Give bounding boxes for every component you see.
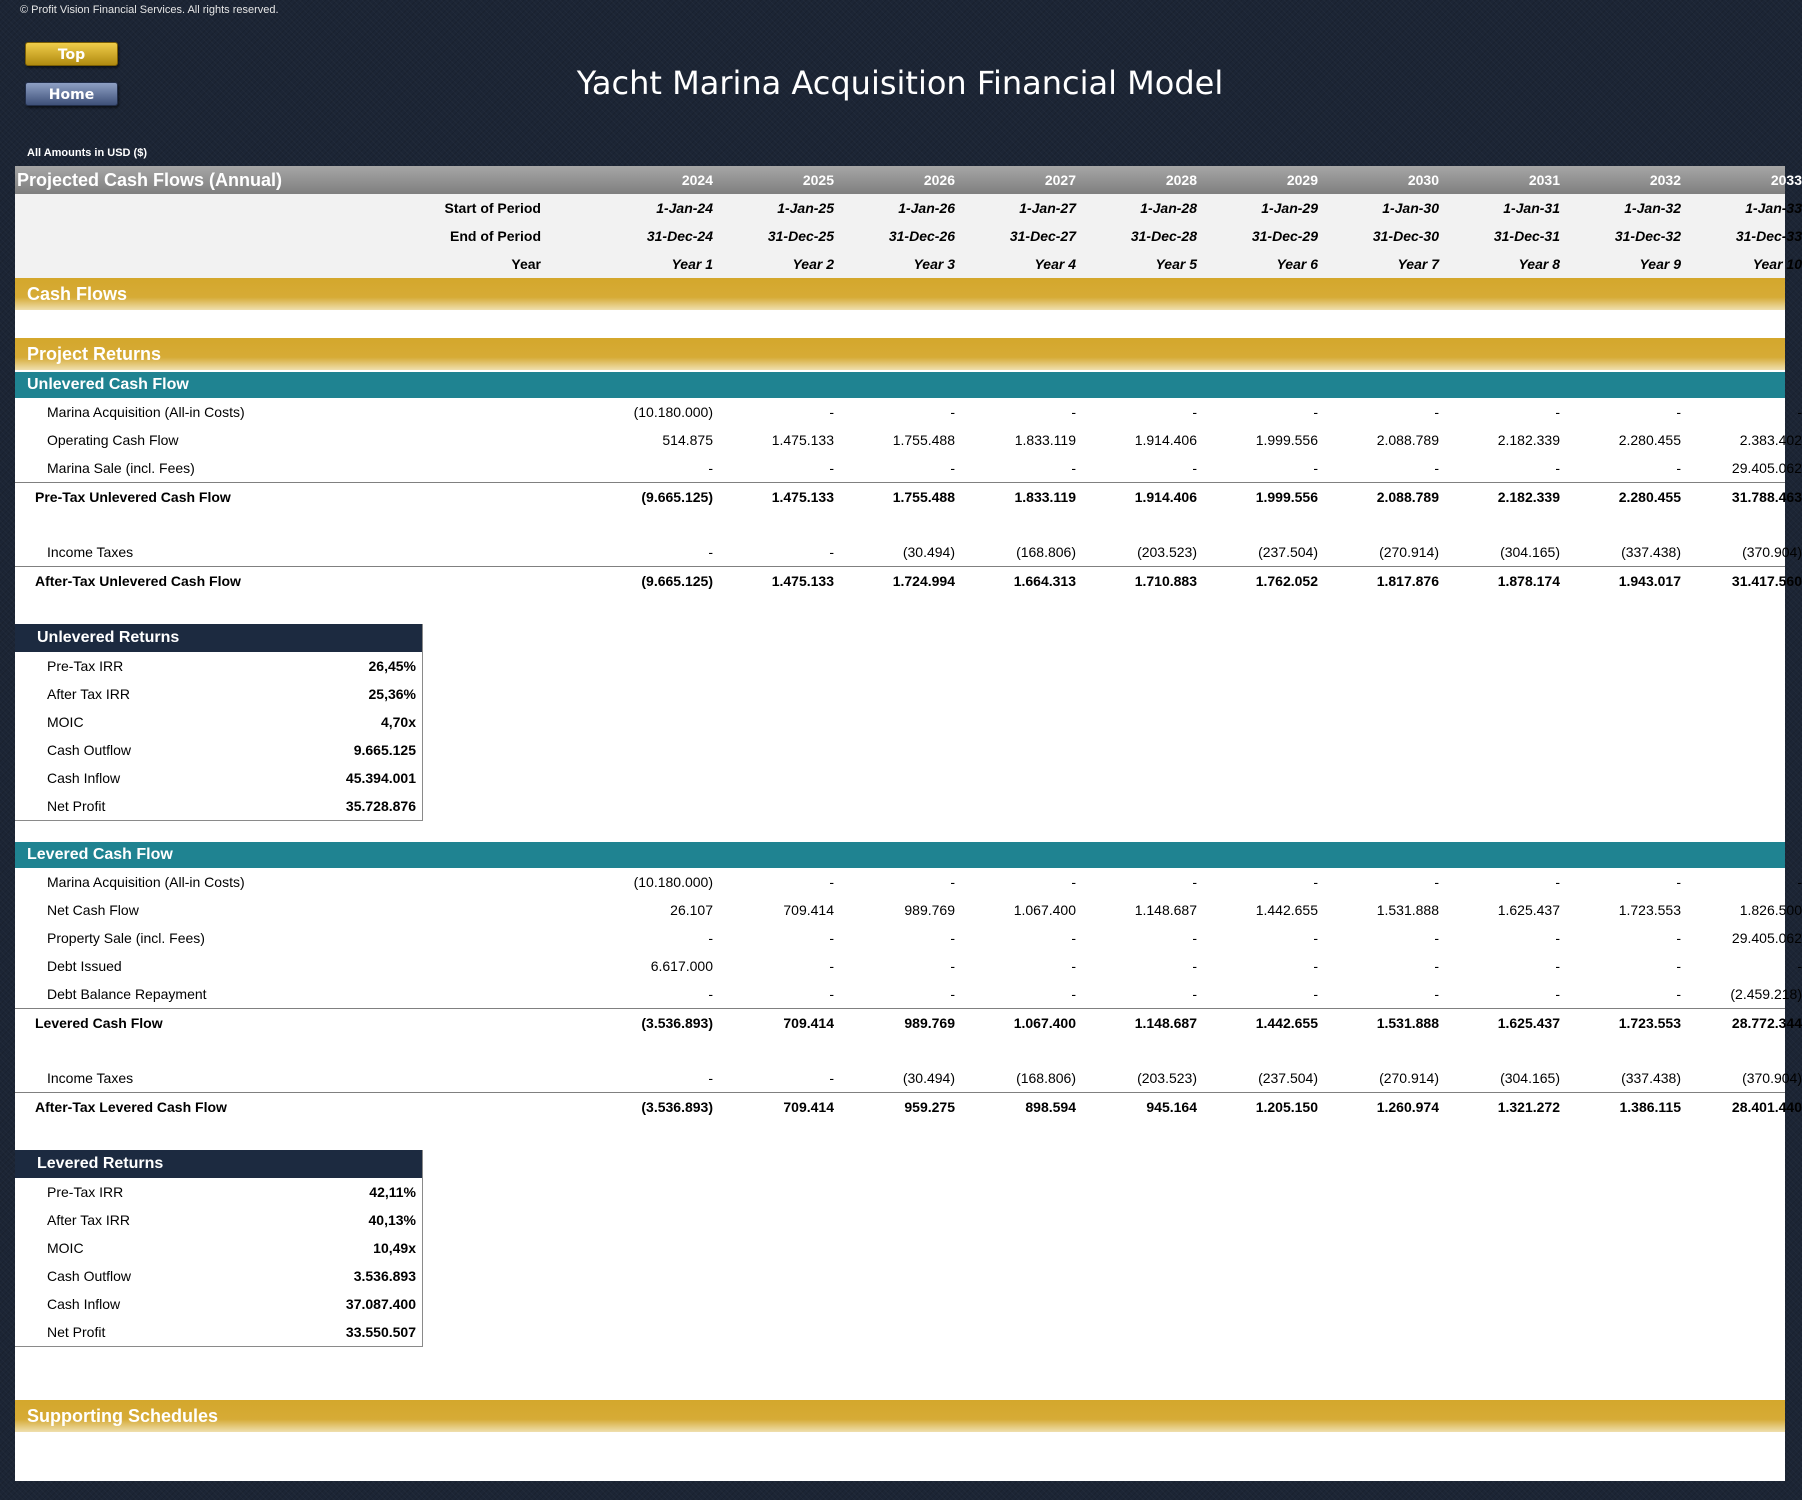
returns-row: [15, 1234, 422, 1262]
line-item-value: (370.904): [1742, 1070, 1802, 1086]
total-value: 709.414: [783, 1099, 834, 1115]
line-item-value: 1.826.500: [1739, 902, 1802, 918]
line-item-value: -: [1192, 930, 1197, 946]
line-item-value: -: [1434, 460, 1439, 476]
total-value: 945.164: [1146, 1099, 1197, 1115]
home-button[interactable]: Home: [25, 82, 118, 106]
unlevered-cash-flow-header: [15, 372, 1785, 398]
end-date-cell: 31-Dec-24: [646, 228, 713, 244]
total-label: Pre-Tax Unlevered Cash Flow: [35, 489, 231, 505]
line-item-label: Marina Acquisition (All-in Costs): [47, 874, 245, 890]
line-item-value: 1.625.437: [1497, 902, 1560, 918]
line-item-value: -: [1071, 404, 1076, 420]
unlevered-line-item: [15, 398, 1802, 426]
end-date-cell: 31-Dec-28: [1130, 228, 1197, 244]
year-cell: 2026: [923, 172, 955, 188]
returns-row: [15, 1178, 422, 1206]
line-item-value: -: [829, 1070, 834, 1086]
returns-label: After Tax IRR: [47, 1212, 130, 1228]
total-value: 1.205.150: [1255, 1099, 1318, 1115]
line-item-value: (203.523): [1137, 1070, 1197, 1086]
returns-label: Cash Inflow: [47, 1296, 121, 1312]
line-item-value: (270.914): [1379, 544, 1439, 560]
year-cell: 2030: [1407, 172, 1439, 188]
total-value: 1.723.553: [1618, 1015, 1681, 1031]
returns-label: MOIC: [47, 714, 84, 730]
line-item-value: 1.723.553: [1618, 902, 1681, 918]
levered-pretax-total: [15, 1008, 1802, 1037]
line-item-value: -: [829, 404, 834, 420]
line-item-value: 29.405.062: [1731, 460, 1802, 476]
line-item-value: (304.165): [1500, 544, 1560, 560]
line-item-value: (30.494): [902, 1070, 955, 1086]
total-label: Levered Cash Flow: [35, 1015, 163, 1031]
levered-line-item: [15, 868, 1802, 896]
line-item-value: -: [1555, 930, 1560, 946]
total-value: 1.999.556: [1255, 489, 1318, 505]
line-item-value: 2.088.789: [1376, 432, 1439, 448]
line-item-value: (10.180.000): [633, 404, 713, 420]
line-item-value: -: [1676, 986, 1681, 1002]
start-date-cell: 1-Jan-31: [1503, 200, 1560, 216]
project-returns-section-label: Project Returns: [27, 344, 162, 364]
total-value: 1.817.876: [1376, 573, 1439, 589]
start-date-cell: 1-Jan-29: [1261, 200, 1318, 216]
returns-value: 9.665.125: [353, 742, 416, 758]
page-title: Yacht Marina Acquisition Financial Model: [576, 64, 1224, 102]
line-item-value: -: [708, 544, 713, 560]
returns-label: Pre-Tax IRR: [47, 658, 124, 674]
line-item-value: -: [1192, 986, 1197, 1002]
year-cell: 2029: [1286, 172, 1318, 188]
unlevered-returns-header: [15, 624, 422, 652]
line-item-value: -: [1676, 958, 1681, 974]
line-item-value: -: [708, 986, 713, 1002]
total-value: (9.665.125): [641, 489, 713, 505]
start-date-cell: 1-Jan-24: [656, 200, 713, 216]
line-item-value: -: [1313, 986, 1318, 1002]
line-item-value: 6.617.000: [650, 958, 713, 974]
line-item-value: -: [1192, 460, 1197, 476]
end-date-cell: 31-Dec-31: [1493, 228, 1560, 244]
start-date-cell: 1-Jan-26: [898, 200, 955, 216]
returns-value: 40,13%: [368, 1212, 416, 1228]
returns-row: [15, 1206, 422, 1234]
start-date-cell: 1-Jan-25: [777, 200, 834, 216]
levered-cash-flow-header-label: Levered Cash Flow: [27, 846, 173, 863]
line-item-value: 2.182.339: [1497, 432, 1560, 448]
line-item-label: Income Taxes: [47, 1070, 134, 1086]
line-item-value: 1.442.655: [1255, 902, 1318, 918]
line-item-value: -: [829, 958, 834, 974]
total-value: 1.475.133: [771, 489, 834, 505]
returns-label: Pre-Tax IRR: [47, 1184, 124, 1200]
total-value: 1.067.400: [1013, 1015, 1076, 1031]
levered-income-taxes: [15, 1064, 1802, 1092]
line-item-value: -: [829, 874, 834, 890]
total-value: 1.148.687: [1134, 1015, 1197, 1031]
line-item-value: 26.107: [670, 902, 713, 918]
returns-value: 3.536.893: [353, 1268, 416, 1284]
line-item-value: (237.504): [1258, 1070, 1318, 1086]
year-number-cell: Year 1: [671, 256, 713, 272]
line-item-value: -: [1313, 460, 1318, 476]
line-item-value: 514.875: [662, 432, 713, 448]
line-item-value: 1.833.119: [1014, 432, 1076, 448]
line-item-value: -: [1434, 404, 1439, 420]
line-item-label: Marina Sale (incl. Fees): [47, 460, 195, 476]
year-cell: 2031: [1528, 172, 1560, 188]
returns-value: 25,36%: [368, 686, 416, 702]
end-period-row: [15, 222, 1802, 250]
returns-label: Net Profit: [47, 1324, 106, 1340]
line-item-value: 989.769: [904, 902, 955, 918]
line-item-value: -: [950, 958, 955, 974]
total-value: 1.442.655: [1255, 1015, 1318, 1031]
year-cell: 2028: [1165, 172, 1197, 188]
line-item-value: (337.438): [1621, 1070, 1681, 1086]
total-value: 28.401.440: [1731, 1099, 1802, 1115]
line-item-value: 1.755.488: [892, 432, 955, 448]
year-number-cell: Year 3: [913, 256, 955, 272]
total-value: 1.710.883: [1134, 573, 1197, 589]
end-date-cell: 31-Dec-33: [1735, 228, 1802, 244]
line-item-value: (30.494): [902, 544, 955, 560]
line-item-value: (2.459.218): [1730, 986, 1802, 1002]
end-date-cell: 31-Dec-25: [767, 228, 834, 244]
returns-value: 26,45%: [368, 658, 416, 674]
line-item-value: -: [1313, 404, 1318, 420]
end-date-cell: 31-Dec-26: [888, 228, 955, 244]
start-date-cell: 1-Jan-30: [1382, 200, 1439, 216]
year-number-cell: Year 8: [1518, 256, 1560, 272]
line-item-value: (203.523): [1137, 544, 1197, 560]
line-item-value: -: [1434, 958, 1439, 974]
levered-cash-flow-header: [15, 842, 1785, 868]
total-value: 31.417.560: [1731, 573, 1802, 589]
currency-note: All Amounts in USD ($): [27, 147, 147, 159]
line-item-value: -: [829, 930, 834, 946]
line-item-value: -: [1555, 404, 1560, 420]
total-value: (9.665.125): [641, 573, 713, 589]
returns-row: [15, 1262, 422, 1290]
levered-line-item: [15, 896, 1802, 924]
line-item-value: -: [1071, 986, 1076, 1002]
returns-value: 42,11%: [369, 1184, 416, 1200]
start-date-cell: 1-Jan-32: [1624, 200, 1681, 216]
year-number-cell: Year 5: [1155, 256, 1197, 272]
total-value: 1.833.119: [1014, 489, 1076, 505]
line-item-label: Income Taxes: [47, 544, 134, 560]
line-item-value: -: [1555, 986, 1560, 1002]
line-item-value: (168.806): [1016, 1070, 1076, 1086]
line-item-label: Net Cash Flow: [47, 902, 139, 918]
line-item-value: -: [708, 930, 713, 946]
line-item-label: Property Sale (incl. Fees): [47, 930, 205, 946]
total-value: 1.531.888: [1376, 1015, 1439, 1031]
project-returns-section: [15, 338, 1785, 370]
returns-value: 35.728.876: [345, 798, 416, 814]
unlevered-line-item: [15, 454, 1802, 482]
line-item-value: 29.405.062: [1731, 930, 1802, 946]
total-value: 31.788.463: [1731, 489, 1802, 505]
line-item-value: -: [1434, 986, 1439, 1002]
line-item-value: -: [1555, 958, 1560, 974]
returns-row: [15, 736, 422, 764]
line-item-value: -: [1676, 874, 1681, 890]
year-cell: 2027: [1044, 172, 1076, 188]
total-value: 959.275: [904, 1099, 955, 1115]
returns-value: 33.550.507: [345, 1324, 416, 1340]
year-cell: 2024: [681, 172, 713, 188]
total-value: 28.772.344: [1731, 1015, 1802, 1031]
returns-value: 45.394.001: [345, 770, 416, 786]
returns-row: [15, 764, 422, 792]
total-value: 1.386.115: [1619, 1099, 1681, 1115]
returns-row: [15, 792, 422, 820]
table-header: [15, 166, 1802, 194]
line-item-value: -: [1676, 460, 1681, 476]
line-item-value: 1.067.400: [1013, 902, 1076, 918]
line-item-value: -: [1797, 404, 1802, 420]
line-item-value: (304.165): [1500, 1070, 1560, 1086]
copyright-notice: © Profit Vision Financial Services. All rights reserved.: [20, 4, 279, 16]
line-item-label: Marina Acquisition (All-in Costs): [47, 404, 245, 420]
line-item-value: (370.904): [1742, 544, 1802, 560]
total-value: 1.321.272: [1497, 1099, 1560, 1115]
levered-returns-header: [15, 1150, 422, 1178]
total-value: 1.475.133: [771, 573, 834, 589]
start-date-cell: 1-Jan-33: [1745, 200, 1802, 216]
line-item-value: -: [1071, 874, 1076, 890]
returns-label: MOIC: [47, 1240, 84, 1256]
returns-row: [15, 652, 422, 680]
total-value: 1.878.174: [1497, 573, 1560, 589]
returns-row: [15, 1290, 422, 1318]
line-item-value: (237.504): [1258, 544, 1318, 560]
levered-line-item: [15, 980, 1802, 1008]
returns-value: 10,49x: [373, 1240, 416, 1256]
year-number-row: [15, 250, 1802, 278]
total-value: 1.724.994: [892, 573, 955, 589]
total-value: 898.594: [1025, 1099, 1076, 1115]
returns-label: Cash Inflow: [47, 770, 121, 786]
line-item-value: -: [1071, 930, 1076, 946]
end-date-cell: 31-Dec-30: [1372, 228, 1439, 244]
line-item-value: -: [1434, 930, 1439, 946]
total-value: 1.755.488: [892, 489, 955, 505]
line-item-value: 1.999.556: [1255, 432, 1318, 448]
unlevered-line-item: [15, 426, 1802, 454]
returns-value: 37.087.400: [345, 1296, 416, 1312]
returns-row: [15, 708, 422, 736]
cash-flows-section-label: Cash Flows: [27, 284, 128, 304]
line-item-value: -: [1797, 958, 1802, 974]
line-item-value: -: [829, 544, 834, 560]
line-item-value: (270.914): [1379, 1070, 1439, 1086]
line-item-value: -: [708, 460, 713, 476]
year-number-cell: Year 9: [1639, 256, 1681, 272]
unlevered-cash-flow-header-label: Unlevered Cash Flow: [27, 376, 189, 393]
line-item-value: -: [1192, 958, 1197, 974]
returns-row: [15, 1318, 422, 1346]
supporting-schedules-section: [15, 1400, 1785, 1432]
line-item-value: 1.531.888: [1376, 902, 1439, 918]
line-item-value: 709.414: [783, 902, 834, 918]
year-cell: 2032: [1649, 172, 1681, 188]
line-item-value: -: [1071, 460, 1076, 476]
line-item-value: 1.148.687: [1134, 902, 1197, 918]
line-item-value: 1.914.406: [1134, 432, 1197, 448]
cash-flow-sheet: [15, 166, 1802, 1481]
line-item-value: 1.475.133: [771, 432, 834, 448]
line-item-value: -: [1313, 958, 1318, 974]
line-item-value: (337.438): [1621, 544, 1681, 560]
start-period-row: [15, 194, 1802, 222]
returns-label: Cash Outflow: [47, 1268, 132, 1284]
unlevered-aftertax-total: [15, 566, 1802, 595]
year-label: Year: [511, 256, 541, 272]
start-period-label: Start of Period: [444, 200, 541, 216]
line-item-value: -: [1676, 404, 1681, 420]
line-item-value: -: [1192, 404, 1197, 420]
total-value: 2.182.339: [1497, 489, 1560, 505]
cash-flows-section: [15, 278, 1785, 310]
returns-label: Cash Outflow: [47, 742, 132, 758]
total-value: 1.625.437: [1497, 1015, 1560, 1031]
year-number-cell: Year 6: [1276, 256, 1318, 272]
year-cell: 2025: [802, 172, 834, 188]
returns-row: [15, 680, 422, 708]
unlevered-income-taxes: [15, 538, 1802, 566]
returns-title: Unlevered Returns: [37, 629, 180, 646]
total-value: 1.762.052: [1255, 573, 1318, 589]
end-date-cell: 31-Dec-32: [1614, 228, 1681, 244]
line-item-value: -: [1555, 460, 1560, 476]
total-value: 1.943.017: [1618, 573, 1681, 589]
supporting-schedules-section-label: Supporting Schedules: [27, 1406, 219, 1426]
total-value: 1.664.313: [1013, 573, 1076, 589]
end-period-label: End of Period: [450, 228, 541, 244]
line-item-label: Debt Issued: [47, 958, 122, 974]
line-item-value: -: [1071, 958, 1076, 974]
returns-value: 4,70x: [380, 714, 416, 730]
total-value: 709.414: [783, 1015, 834, 1031]
line-item-value: (168.806): [1016, 544, 1076, 560]
line-item-value: -: [950, 874, 955, 890]
start-date-cell: 1-Jan-28: [1140, 200, 1197, 216]
line-item-label: Operating Cash Flow: [47, 432, 179, 448]
line-item-value: -: [708, 1070, 713, 1086]
line-item-value: -: [1797, 874, 1802, 890]
total-value: 2.280.455: [1618, 489, 1681, 505]
total-value: 2.088.789: [1376, 489, 1439, 505]
line-item-value: -: [1555, 874, 1560, 890]
returns-label: After Tax IRR: [47, 686, 130, 702]
line-item-label: Debt Balance Repayment: [47, 986, 207, 1002]
returns-label: Net Profit: [47, 798, 106, 814]
line-item-value: -: [829, 986, 834, 1002]
end-date-cell: 31-Dec-29: [1251, 228, 1318, 244]
total-value: 1.260.974: [1376, 1099, 1439, 1115]
unlevered-returns-box: [15, 624, 423, 821]
levered-line-item: [15, 952, 1802, 980]
line-item-value: -: [950, 930, 955, 946]
line-item-value: -: [950, 460, 955, 476]
line-item-value: -: [1676, 930, 1681, 946]
levered-aftertax-total: [15, 1092, 1802, 1121]
levered-returns-box: [15, 1150, 423, 1347]
unlevered-pretax-total: [15, 482, 1802, 511]
year-number-cell: Year 7: [1397, 256, 1439, 272]
line-item-value: (10.180.000): [633, 874, 713, 890]
levered-line-item: [15, 924, 1802, 952]
end-date-cell: 31-Dec-27: [1009, 228, 1076, 244]
line-item-value: -: [829, 460, 834, 476]
year-number-cell: Year 2: [792, 256, 834, 272]
total-value: (3.536.893): [641, 1015, 713, 1031]
line-item-value: -: [1192, 874, 1197, 890]
total-value: 989.769: [904, 1015, 955, 1031]
table-heading: Projected Cash Flows (Annual): [17, 170, 283, 190]
line-item-value: -: [950, 404, 955, 420]
line-item-value: -: [1434, 874, 1439, 890]
total-value: 1.914.406: [1134, 489, 1197, 505]
year-cell: 2033: [1770, 172, 1802, 188]
year-number-cell: Year 10: [1752, 256, 1802, 272]
line-item-value: -: [950, 986, 955, 1002]
total-label: After-Tax Levered Cash Flow: [35, 1099, 227, 1115]
total-label: After-Tax Unlevered Cash Flow: [35, 573, 241, 589]
line-item-value: -: [1313, 874, 1318, 890]
returns-title: Levered Returns: [37, 1155, 164, 1172]
top-button[interactable]: Top: [25, 42, 118, 66]
year-number-cell: Year 4: [1034, 256, 1076, 272]
line-item-value: 2.280.455: [1618, 432, 1681, 448]
start-date-cell: 1-Jan-27: [1019, 200, 1076, 216]
line-item-value: 2.383.402: [1739, 432, 1802, 448]
line-item-value: -: [1313, 930, 1318, 946]
total-value: (3.536.893): [641, 1099, 713, 1115]
